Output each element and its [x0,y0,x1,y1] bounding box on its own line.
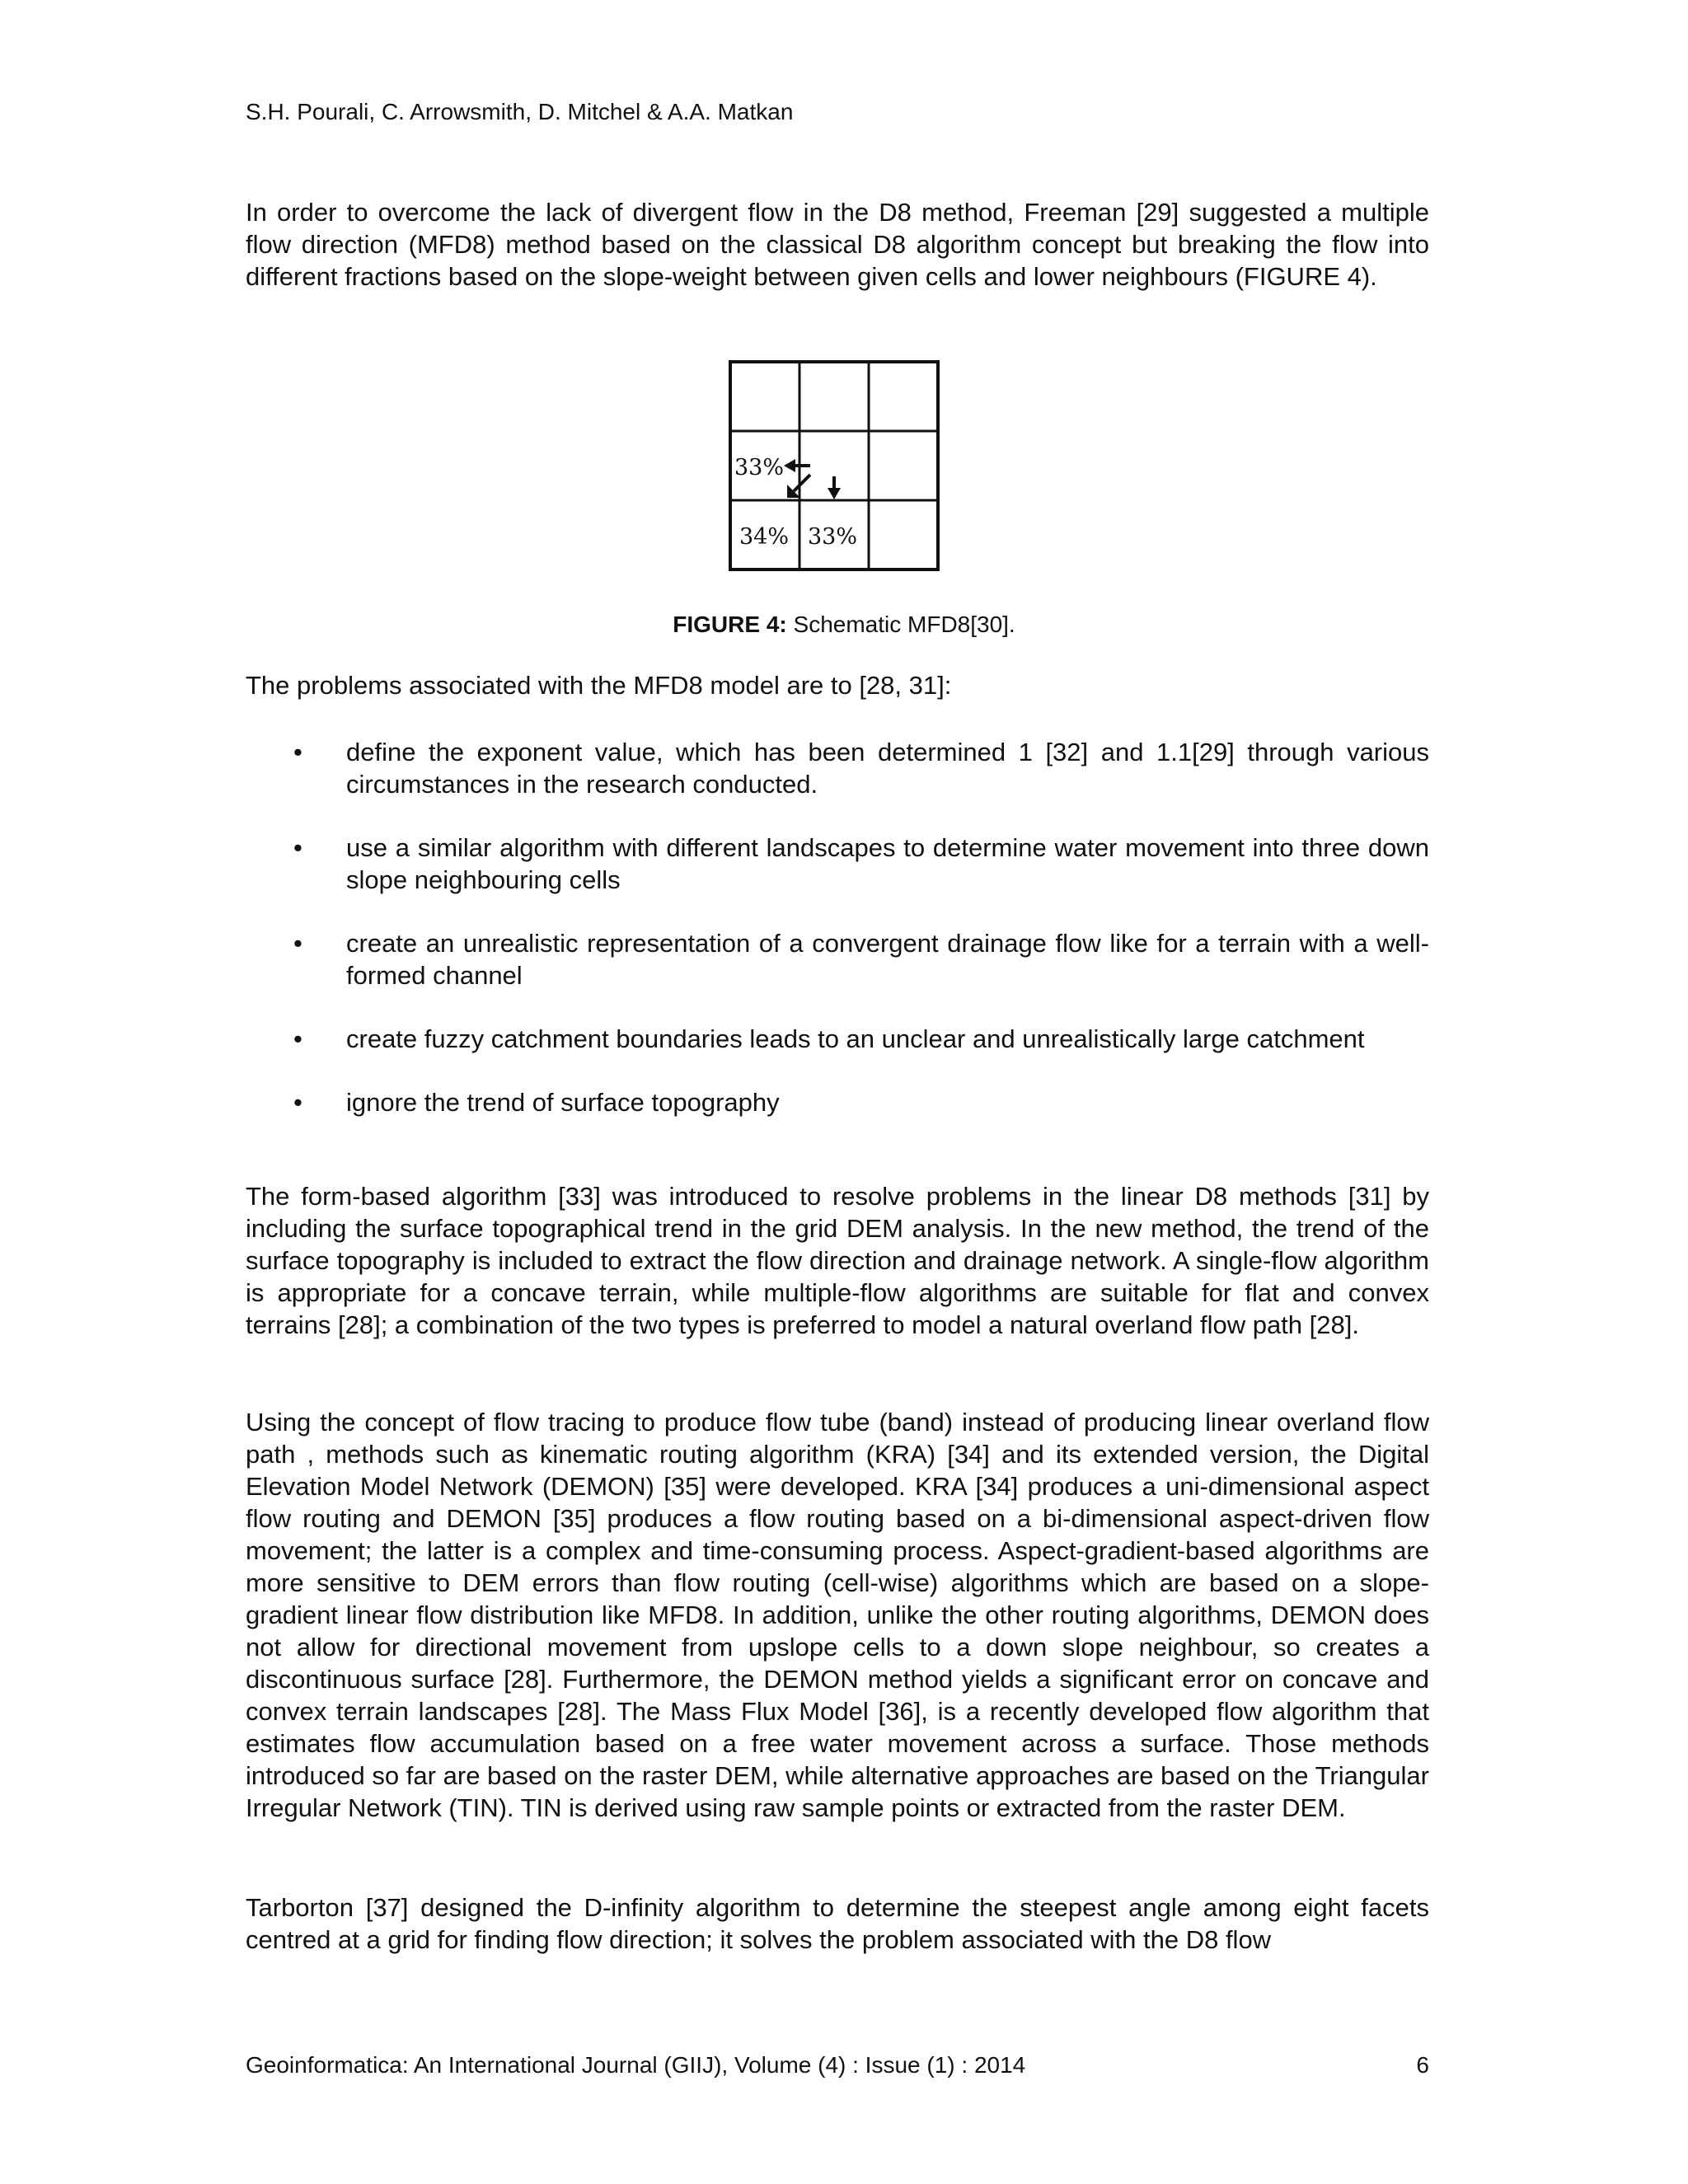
figure-caption-label: FIGURE 4: [673,612,787,637]
label-left-percent: 33% [734,455,785,480]
paragraph-form-based-algorithm: The form-based algorithm [33] was introduced to resolve problems in the linear D8 methods [31] by including the surface topographical trend in the grid DEM analysis. In the new method, the trend of the surface topography is included to extract the flow direction and drainage network. A single-flow algorithm is appropriate for a concave terrain, while multiple-flow algorithms are suitable for flat and convex terrains [28]; a combination of the two types is preferred to model a natural overland flow path [28]. [246,1182,1429,1339]
footer-journal: Geoinformatica: An International Journal (GIIJ), Volume (4) : Issue (1) : 2014 [246,2052,1026,2078]
page-number: 6 [1416,2052,1429,2078]
list-item-text: use a similar algorithm with different landscapes to determine water movement into three down slope neighbouring cells [346,833,1429,894]
arrow-down-head [828,488,841,499]
list-item [246,1086,1429,1118]
list-item-text: create fuzzy catchment boundaries leads to an unclear and unrealistically large catchment [346,1024,1365,1053]
list-item [246,832,1429,896]
running-header: S.H. Pourali, C. Arrowsmith, D. Mitchel & A.A. Matkan [246,99,794,124]
bullet-marker: • [293,1024,302,1053]
list-item-text: create an unrealistic representation of a convergent drainage flow like for a terrain with a well-formed channel [346,929,1429,990]
bullet-marker: • [293,1088,302,1117]
label-bottom-left-percent: 34% [739,524,790,550]
list-item [246,736,1429,800]
paragraph-mfd8-intro: In order to overcome the lack of divergent flow in the D8 method, Freeman [29] suggested a multiple flow direction (MFD8) method based on the classical D8 algorithm concept but breaking the flow into different fractions based on the slope-weight between given cells and lower neighbours (FIGURE 4). [246,198,1429,291]
bullet-marker: • [293,929,302,958]
page-footer [246,2050,1429,2080]
figure-caption [0,610,1688,640]
paragraph-mfd8-problems: The problems associated with the MFD8 model are to [28, 31]: [246,671,952,700]
list-item-text: define the exponent value, which has been determined 1 [32] and 1.1[29] through various circumstances in the research conducted. [346,738,1429,799]
figure-mfd8-grid [728,359,944,575]
problems-list [246,736,1429,1150]
paragraph-flow-tracing: Using the concept of flow tracing to produce flow tube (band) instead of producing linear overland flow path , methods such as kinematic routing algorithm (KRA) [34] and its extended version, the Digital Elevation Model Network (DEMON) [35] were developed. KRA [34] produces a uni-dimensional aspect flow routing and DEMON [35] produces a flow routing based on a bi-dimensional aspect-driven flow movement; the latter is a complex and time-consuming process. Aspect-gradient-based algorithms are more sensitive to DEM errors than flow routing (cell-wise) algorithms which are based on a slope-gradient linear flow distribution like MFD8. In addition, unlike the other routing algorithms, DEMON does not allow for directional movement from upslope cells to a down slope neighbour, so creates a discontinuous surface [28]. Furthermore, the DEMON method yields a significant error on concave and convex terrain landscapes [28]. The Mass Flux Model [36], is a recently developed flow algorithm that estimates flow accumulation based on a free water movement across a surface. Those methods introduced so far are based on the raster DEM, while alternative approaches are based on the Triangular Irregular Network (TIN). TIN is derived using raw sample points or extracted from the raster DEM. [246,1408,1429,1822]
bullet-marker: • [293,738,302,766]
mfd8-grid-diagram [728,359,944,575]
figure-caption-text: Schematic MFD8[30]. [786,612,1015,637]
paragraph-d-infinity: Tarborton [37] designed the D-infinity algorithm to determine the steepest angle among eight facets centred at a grid for finding flow direction; it solves the problem associated with the D8 flow [246,1893,1429,1954]
bullet-marker: • [293,833,302,862]
list-item [246,927,1429,991]
label-bottom-center-percent: 33% [808,524,858,550]
arrow-diagonal-shaft [794,475,810,491]
list-item [246,1023,1429,1055]
list-item-text: ignore the trend of surface topography [346,1088,780,1117]
arrow-left-head [784,459,795,472]
